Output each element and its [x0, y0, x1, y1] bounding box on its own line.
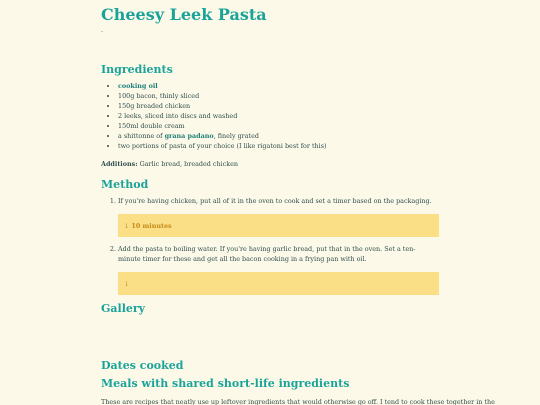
method-steps — [101, 196, 438, 206]
arrow-down-icon: ↓ — [124, 222, 130, 230]
list-item: • 100g bacon, thinly sliced — [118, 91, 327, 101]
additions-text: Garlic bread, breaded chicken — [137, 160, 238, 168]
ingredients-heading: Ingredients — [101, 63, 173, 76]
arrow-down-icon: ↓ — [124, 280, 130, 288]
list-item: • 150ml double cream — [118, 121, 327, 131]
ingredient-link[interactable]: grana padano — [164, 132, 214, 140]
additions-label: Additions: — [101, 160, 138, 168]
subtitle-dot: . — [101, 27, 103, 34]
timer-box[interactable] — [118, 214, 439, 237]
gallery-heading: Gallery — [101, 302, 146, 315]
method-step: 2. Add the pasta to boiling water. If you're having garlic bread, put that in the oven. Set a ten-minute timer for these and get all the bacon cooking in a frying pan with oil. — [118, 244, 438, 264]
method-steps-continued — [101, 244, 438, 264]
method-step: 1. If you're having chicken, put all of it in the oven to cook and set a timer based on the packaging. — [118, 196, 438, 206]
timer-box[interactable] — [118, 272, 439, 295]
dates-heading: Dates cooked — [101, 359, 184, 372]
list-item: • 150g breaded chicken — [118, 101, 327, 111]
list-item: • two portions of pasta of your choice (I like rigatoni best for this) — [118, 141, 327, 151]
shared-ingredients-text: These are recipes that neatly use up leftover ingredients that would otherwise go off. I tend to cook these together in the — [101, 398, 495, 405]
timer-label: 10 minutes — [131, 222, 172, 230]
shared-ingredients-heading: Meals with shared short-life ingredients — [101, 377, 350, 390]
ingredients-list — [101, 81, 327, 151]
page-title: Cheesy Leek Pasta — [101, 5, 267, 24]
method-heading: Method — [101, 178, 149, 191]
list-item: • 2 leeks, sliced into discs and washed — [118, 111, 327, 121]
list-item: • a shittonne of grana padano, finely grated — [118, 131, 327, 141]
list-item: • cooking oil — [118, 81, 327, 91]
additions-line — [101, 160, 238, 168]
